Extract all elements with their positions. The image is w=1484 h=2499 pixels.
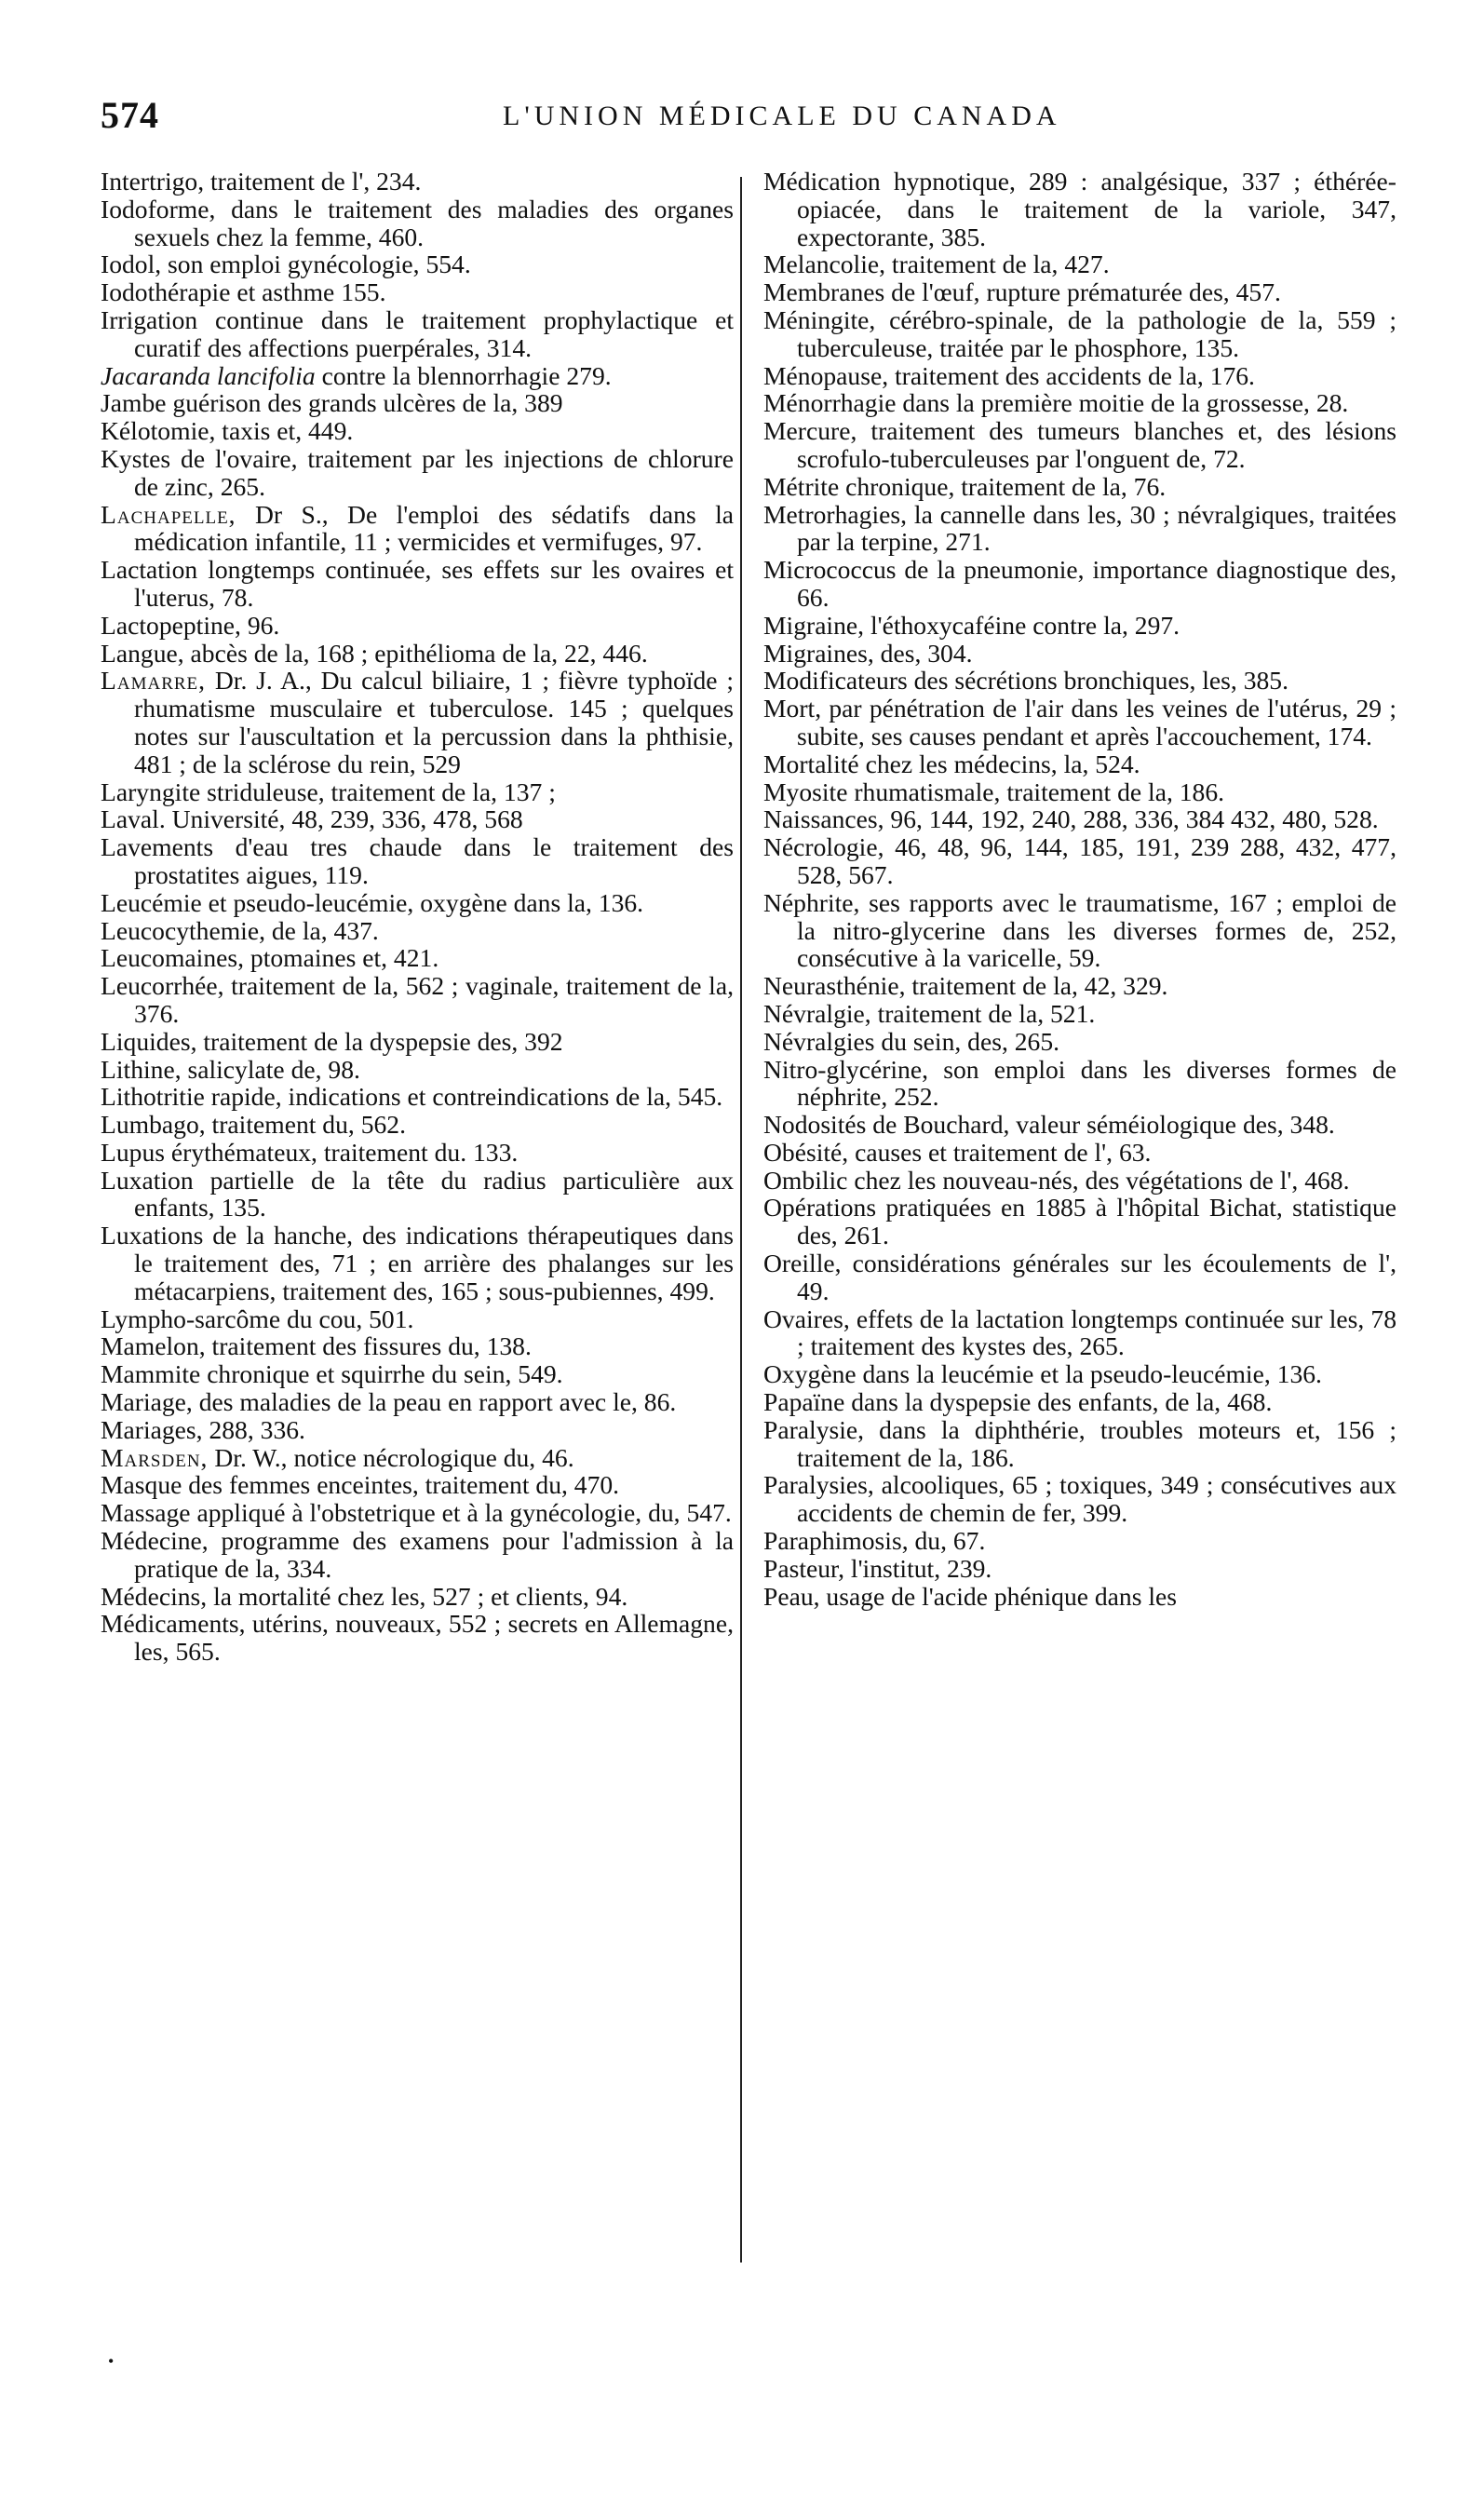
running-title: L'UNION MÉDICALE DU CANADA bbox=[503, 101, 1061, 131]
index-entry-text: Médecins, la mortalité chez les, 527 ; et clients, 94. bbox=[101, 1581, 628, 1611]
index-entry bbox=[101, 362, 734, 390]
index-entry bbox=[763, 695, 1396, 750]
index-entry-text: contre la blennorrhagie 279. bbox=[315, 360, 612, 390]
index-entry-text: Mamelon, traitement des fissures du, 138. bbox=[101, 1331, 532, 1361]
index-entry-text: Dr S., De l'emploi des sédatifs dans la médication infantile, 11 ; vermicides et vermifuges, 97. bbox=[134, 499, 734, 557]
index-entry-text: Ovaires, effets de la lactation longtemps continuée sur les, 78 ; traitement des kystes des, 265. bbox=[763, 1304, 1396, 1361]
index-entry-text: Ménopause, traitement des accidents de la, 176. bbox=[763, 360, 1255, 390]
index-entry bbox=[763, 640, 1396, 668]
index-entry-text: Membranes de l'œuf, rupture prématurée des, 457. bbox=[763, 277, 1281, 307]
index-entry bbox=[101, 1083, 734, 1111]
index-entry-text: Lithine, salicylate de, 98. bbox=[101, 1054, 360, 1084]
index-entry bbox=[763, 1555, 1396, 1583]
index-entry bbox=[763, 556, 1396, 612]
index-column-left bbox=[101, 168, 734, 1666]
index-entry-heading: Jacaranda lancifolia bbox=[101, 360, 316, 390]
index-entry bbox=[763, 1028, 1396, 1056]
index-entry bbox=[763, 750, 1396, 778]
index-entry-text: Leucorrhée, traitement de la, 562 ; vaginale, traitement de la, 376. bbox=[101, 971, 734, 1028]
index-entry bbox=[101, 1305, 734, 1333]
page-number: 574 bbox=[101, 94, 159, 136]
index-entry-text: Mariages, 288, 336. bbox=[101, 1414, 305, 1444]
index-entry bbox=[101, 1444, 734, 1472]
index-entry bbox=[763, 1583, 1396, 1611]
index-entry bbox=[763, 1527, 1396, 1555]
index-entry-text: Irrigation continue dans le traitement prophylactique et curatif des affections puerpérales, 314. bbox=[101, 304, 734, 362]
index-entry bbox=[763, 473, 1396, 501]
index-entry bbox=[101, 389, 734, 417]
index-entry-text: Liquides, traitement de la dyspepsie des, 392 bbox=[101, 1026, 563, 1056]
index-entry bbox=[763, 501, 1396, 557]
index-entry-text: Paralysie, dans la diphthérie, troubles moteurs et, 156 ; traitement de la, 186. bbox=[763, 1414, 1396, 1472]
index-entry bbox=[763, 612, 1396, 640]
index-entry bbox=[763, 1111, 1396, 1139]
index-entry-text: Lactation longtemps continuée, ses effets sur les ovaires et l'uterus, 78. bbox=[101, 555, 734, 612]
index-entry bbox=[763, 833, 1396, 889]
index-entry bbox=[763, 667, 1396, 695]
index-entry-text: Néphrite, ses rapports avec le traumatisme, 167 ; emploi de la nitro-glycerine dans les diverses formes de, 252, consécutive à la varicelle, 59. bbox=[763, 887, 1396, 973]
index-entry bbox=[763, 1250, 1396, 1305]
index-entry-text: Paralysies, alcooliques, 65 ; toxiques, 349 ; consécutives aux accidents de chemin de fer, 399. bbox=[763, 1470, 1396, 1528]
index-entry-text: Nécrologie, 46, 48, 96, 144, 185, 191, 239 288, 432, 477, 528, 567. bbox=[763, 832, 1396, 889]
index-entry bbox=[101, 972, 734, 1028]
index-entry-text: Luxations de la hanche, des indications thérapeutiques dans le traitement des, 71 ; en arrière des phalanges sur les métacarpiens, traitement des, 165 ; sous-pubiennes, 499. bbox=[101, 1221, 734, 1305]
index-entry-text: Mercure, traitement des tumeurs blanches et, des lésions scrofulo-tuberculeuses par l'onguent de, 72. bbox=[763, 416, 1396, 473]
index-entry bbox=[101, 250, 734, 278]
index-entry bbox=[101, 278, 734, 306]
index-entry-text: Nitro-glycérine, son emploi dans les diverses formes de néphrite, 252. bbox=[763, 1054, 1396, 1112]
index-entry-text: Luxation partielle de la tête du radius particulière aux enfants, 135. bbox=[101, 1165, 734, 1222]
index-entry bbox=[763, 1000, 1396, 1028]
index-entry bbox=[101, 917, 734, 945]
index-entry-text: Laryngite striduleuse, traitement de la, 137 ; bbox=[101, 777, 556, 806]
index-entry bbox=[763, 417, 1396, 473]
index-entry bbox=[101, 1139, 734, 1167]
index-entry bbox=[101, 1388, 734, 1416]
index-entry-text: Melancolie, traitement de la, 427. bbox=[763, 250, 1110, 279]
index-entry-text: Laval. Université, 48, 239, 336, 478, 568 bbox=[101, 804, 523, 834]
index-entry-text: Papaïne dans la dyspepsie des enfants, de la, 468. bbox=[763, 1387, 1273, 1417]
index-entry-text: Iodol, son emploi gynécologie, 554. bbox=[101, 250, 471, 279]
index-entry-text: Mammite chronique et squirrhe du sein, 549. bbox=[101, 1359, 563, 1389]
index-entry bbox=[763, 1056, 1396, 1112]
index-entry bbox=[101, 1167, 734, 1222]
index-entry-text: Ombilic chez les nouveau-nés, des végétations de l', 468. bbox=[763, 1165, 1350, 1195]
index-entry bbox=[101, 1499, 734, 1527]
index-entry-text: Lithotritie rapide, indications et contreindications de la, 545. bbox=[101, 1082, 723, 1112]
index-entry bbox=[101, 1222, 734, 1304]
index-entry bbox=[763, 1360, 1396, 1388]
index-entry-text: Migraine, l'éthoxycaféine contre la, 297. bbox=[763, 610, 1180, 640]
index-entry bbox=[101, 168, 734, 196]
index-entry bbox=[101, 1610, 734, 1666]
index-entry-text: Lactopeptine, 96. bbox=[101, 610, 280, 640]
index-entry bbox=[101, 889, 734, 917]
index-entry-text: Dr. J. A., Du calcul biliaire, 1 ; fièvre typhoïde ; rhumatisme musculaire et tuberculose. 145 ; quelques notes sur l'auscultation et la percussion dans la phthisie, 481 ; de la sclérose du rein, 529 bbox=[134, 666, 734, 778]
index-entry-text: Névralgies du sein, des, 265. bbox=[763, 1026, 1060, 1056]
index-entry-text: Leucémie et pseudo-leucémie, oxygène dans la, 136. bbox=[101, 887, 644, 917]
index-entry bbox=[101, 417, 734, 445]
index-entry bbox=[101, 445, 734, 501]
index-entry bbox=[101, 833, 734, 889]
index-entry-text: Paraphimosis, du, 67. bbox=[763, 1526, 986, 1556]
index-entry-text: Métrite chronique, traitement de la, 76. bbox=[763, 471, 1167, 501]
index-entry-heading: Lachapelle, bbox=[101, 499, 236, 529]
index-entry bbox=[763, 278, 1396, 306]
index-entry-text: Peau, usage de l'acide phénique dans les bbox=[763, 1581, 1178, 1611]
index-entry bbox=[101, 612, 734, 640]
index-entry-text: Oxygène dans la leucémie et la pseudo-leucémie, 136. bbox=[763, 1359, 1322, 1389]
index-entry bbox=[101, 1527, 734, 1583]
index-entry bbox=[763, 805, 1396, 833]
index-entry bbox=[101, 778, 734, 806]
index-entry bbox=[101, 1111, 734, 1139]
index-entry bbox=[763, 1416, 1396, 1472]
index-entry bbox=[101, 501, 734, 557]
index-entry-text: Obésité, causes et traitement de l', 63. bbox=[763, 1137, 1152, 1167]
index-entry-text: Metrorhagies, la cannelle dans les, 30 ; névralgiques, traitées par la terpine, 271. bbox=[763, 499, 1396, 557]
index-entry-text: Lupus érythémateux, traitement du. 133. bbox=[101, 1137, 519, 1167]
index-entry bbox=[763, 250, 1396, 278]
index-entry bbox=[763, 306, 1396, 362]
index-entry bbox=[101, 306, 734, 362]
index-entry-text: Kystes de l'ovaire, traitement par les injections de chlorure de zinc, 265. bbox=[101, 443, 734, 501]
index-entry bbox=[763, 889, 1396, 972]
index-entry bbox=[101, 640, 734, 668]
index-entry bbox=[101, 805, 734, 833]
index-entry-text: Médication hypnotique, 289 : analgésique, 337 ; éthérée-opiacée, dans le traitement de la variole, 347, expectorante, 385. bbox=[763, 167, 1396, 251]
index-entry bbox=[763, 1194, 1396, 1250]
index-entry-text: Modificateurs des sécrétions bronchiques, les, 385. bbox=[763, 666, 1289, 696]
index-entry-text: Kélotomie, taxis et, 449. bbox=[101, 416, 354, 446]
index-entry bbox=[763, 389, 1396, 417]
index-entry bbox=[763, 362, 1396, 390]
index-entry bbox=[101, 1416, 734, 1444]
index-entry-text: Lympho-sarcôme du cou, 501. bbox=[101, 1304, 414, 1333]
index-entry bbox=[101, 1583, 734, 1611]
index-entry-text: Médecine, programme des examens pour l'admission à la pratique de la, 334. bbox=[101, 1526, 734, 1583]
index-entry bbox=[101, 1028, 734, 1056]
index-entry-text: Neurasthénie, traitement de la, 42, 329. bbox=[763, 971, 1168, 1001]
index-entry-text: Oreille, considérations générales sur les écoulements de l', 49. bbox=[763, 1249, 1396, 1305]
index-entry-text: Mariage, des maladies de la peau en rapport avec le, 86. bbox=[101, 1387, 677, 1417]
footer-mark: • bbox=[108, 2352, 115, 2371]
index-entry bbox=[763, 972, 1396, 1000]
index-entry-text: Micrococcus de la pneumonie, importance diagnostique des, 66. bbox=[763, 555, 1396, 612]
index-entry bbox=[101, 556, 734, 612]
index-entry bbox=[763, 778, 1396, 806]
index-entry-text: Massage appliqué à l'obstetrique et à la gynécologie, du, 547. bbox=[101, 1498, 732, 1528]
index-entry-text: Iodoforme, dans le traitement des maladies des organes sexuels chez la femme, 460. bbox=[101, 194, 734, 251]
index-entry-text: Mort, par pénétration de l'air dans les veines de l'utérus, 29 ; subite, ses causes pendant et après l'accouchement, 174. bbox=[763, 694, 1396, 750]
index-column-right bbox=[763, 168, 1396, 1610]
index-entry-text: Langue, abcès de la, 168 ; epithélioma de la, 22, 446. bbox=[101, 638, 648, 668]
index-entry bbox=[763, 168, 1396, 250]
index-entry-text: Névralgie, traitement de la, 521. bbox=[763, 998, 1096, 1028]
index-entry-heading: Lamarre, bbox=[101, 666, 207, 696]
index-entry-text: Leucomaines, ptomaines et, 421. bbox=[101, 943, 439, 973]
index-entry-text: Méningite, cérébro-spinale, de la pathologie de la, 559 ; tuberculeuse, traitée par le phosphore, 135. bbox=[763, 304, 1396, 362]
column-divider bbox=[740, 177, 742, 2263]
index-entry-text: Naissances, 96, 144, 192, 240, 288, 336, 384 432, 480, 528. bbox=[763, 804, 1379, 834]
index-entry bbox=[101, 1360, 734, 1388]
index-entry-text: Jambe guérison des grands ulcères de la, 389 bbox=[101, 388, 563, 418]
index-entry bbox=[101, 196, 734, 251]
index-entry-text: Lumbago, traitement du, 562. bbox=[101, 1110, 406, 1140]
index-entry-text: Dr. W., notice nécrologique du, 46. bbox=[208, 1442, 574, 1472]
index-entry bbox=[101, 667, 734, 777]
index-entry-text: Leucocythemie, de la, 437. bbox=[101, 915, 379, 945]
index-entry-text: Iodothérapie et asthme 155. bbox=[101, 277, 386, 307]
index-entry-text: Ménorrhagie dans la première moitie de la grossesse, 28. bbox=[763, 388, 1349, 418]
index-entry-text: Lavements d'eau tres chaude dans le traitement des prostatites aigues, 119. bbox=[101, 832, 734, 889]
index-entry-text: Myosite rhumatismale, traitement de la, 186. bbox=[763, 777, 1225, 806]
index-entry-text: Mortalité chez les médecins, la, 524. bbox=[763, 749, 1140, 778]
index-entry-text: Médicaments, utérins, nouveaux, 552 ; secrets en Allemagne, les, 565. bbox=[101, 1609, 734, 1667]
index-entry bbox=[763, 1139, 1396, 1167]
index-entry-text: Masque des femmes enceintes, traitement du, 470. bbox=[101, 1470, 620, 1500]
index-entry bbox=[101, 1056, 734, 1084]
index-entry-heading: Marsden, bbox=[101, 1442, 209, 1472]
index-entry bbox=[763, 1471, 1396, 1527]
index-entry bbox=[763, 1305, 1396, 1361]
index-entry-text: Migraines, des, 304. bbox=[763, 638, 973, 668]
index-entry-text: Intertrigo, traitement de l', 234. bbox=[101, 167, 422, 196]
index-entry-text: Pasteur, l'institut, 239. bbox=[763, 1553, 992, 1583]
index-entry bbox=[763, 1388, 1396, 1416]
index-entry bbox=[101, 944, 734, 972]
index-entry bbox=[763, 1167, 1396, 1195]
index-entry bbox=[101, 1332, 734, 1360]
index-entry-text: Opérations pratiquées en 1885 à l'hôpital Bichat, statistique des, 261. bbox=[763, 1193, 1396, 1250]
index-entry-text: Nodosités de Bouchard, valeur séméiologique des, 348. bbox=[763, 1110, 1335, 1140]
index-entry bbox=[101, 1471, 734, 1499]
